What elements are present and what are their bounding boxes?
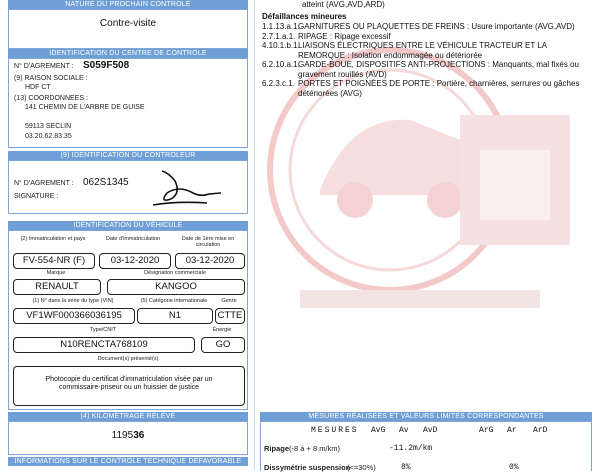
nature-box bbox=[8, 9, 248, 49]
centre-header: IDENTIFICATION DU CENTRE DE CONTROLE bbox=[8, 49, 248, 58]
defaillance-code: 1.1.13.a.1. bbox=[262, 22, 300, 31]
mesures-box bbox=[260, 421, 592, 471]
defaillance-item bbox=[262, 22, 592, 32]
km-header: (4) KILOMÉTRAGE RELEVÉ bbox=[8, 412, 248, 421]
ripage-limit: (-8 à + 8 m/km) bbox=[289, 444, 341, 453]
dissym-av: 8% bbox=[401, 463, 411, 472]
defaillance-text: GARDE-BOUE, DISPOSITIFS ANTI-PROJECTIONS : Manquants, mal fixés ou bbox=[298, 60, 579, 69]
dissym-limit: (<=30%) bbox=[347, 463, 376, 472]
vin-field: VF1WF000366036195 bbox=[13, 308, 135, 324]
signature-label: SIGNATURE : bbox=[14, 193, 59, 200]
col-ar: Ar bbox=[507, 426, 517, 435]
nature-value: Contre-visite bbox=[99, 18, 157, 29]
defaillance-item bbox=[262, 70, 592, 80]
address-line2: 59113 SECLIN bbox=[25, 123, 72, 130]
col-av: Av bbox=[399, 426, 409, 435]
centre-box bbox=[8, 58, 248, 148]
ripage-label: Ripage bbox=[264, 444, 290, 453]
docs-line2: commissaire-priseur ou un huissier de justice bbox=[58, 384, 200, 391]
defaillance-item bbox=[262, 51, 592, 61]
dissym-ar: 0% bbox=[509, 463, 519, 472]
categorie-field: N1 bbox=[137, 308, 213, 324]
docs-line1: Photocopie du certificat d'immatriculation visée par un bbox=[45, 376, 213, 383]
nature-header: NATURE DU PROCHAIN CONTROLE bbox=[8, 0, 248, 9]
date-circ-field: 03-12-2020 bbox=[175, 253, 245, 269]
defaillance-text: RIPAGE : Ripage excessif bbox=[298, 31, 391, 41]
defaillance-code: 6.2.3.c.1. bbox=[262, 79, 295, 88]
defaillance-text: LIAISONS ÉLECTRIQUES ENTRE LE VÉHICULE TRACTEUR ET LA bbox=[298, 41, 548, 50]
defaillance-top-line: atteint (AVG,AVD,ARD) bbox=[302, 0, 385, 9]
col-avd: AvD bbox=[423, 426, 438, 435]
phone-number: 03.20.62.83.35 bbox=[25, 133, 72, 140]
raison-value: HDF CT bbox=[25, 84, 51, 91]
immat-field: FV-554-NR (F) bbox=[13, 253, 95, 269]
mesures-header: MESURES RÉALISÉES ET VALEURS LIMITES CORRESPONDANTES bbox=[260, 412, 592, 421]
dissym-label: Dissymétrie suspension bbox=[264, 463, 351, 472]
col-avg: AvG bbox=[371, 426, 386, 435]
ripage-value: -11.2m/km bbox=[389, 444, 433, 453]
date-immat-label: Date d'immatriculation bbox=[105, 236, 161, 242]
controleur-header: (9) IDENTIFICATION DU CONTROLEUR bbox=[8, 151, 248, 160]
defaillance-text: gravement rouillés (AVD) bbox=[298, 69, 387, 79]
type-field: N10RENCTA768109 bbox=[13, 337, 195, 353]
date-circ-label: Date de 1ère mise en circulation bbox=[181, 236, 235, 248]
type-label: Type/CNIT bbox=[89, 327, 117, 333]
col-mesures: MESURES bbox=[311, 426, 359, 435]
defaillance-item bbox=[262, 32, 592, 42]
marque-field: RENAULT bbox=[13, 279, 101, 295]
defaillances-title: Défaillances mineures bbox=[262, 12, 347, 21]
centre-agrement-label: N° D'AGREMENT : bbox=[14, 63, 74, 70]
defaillance-text: REMORQUE : Isolation endommagée ou détériorée bbox=[298, 50, 483, 60]
address-line1: 141 CHEMIN DE L'ARBRE DE GUISE bbox=[25, 104, 145, 111]
vin-label: (1) N° dans la série du type (VIN) bbox=[32, 298, 114, 304]
docs-label: Document(s) présenté(s) bbox=[97, 356, 159, 362]
centre-agrement-value: S059F508 bbox=[83, 60, 130, 71]
infos-header: INFORMATIONS SUR LE CONTROLE TECHNIQUE DÉFAVORABLE bbox=[8, 457, 248, 466]
defaillance-item bbox=[262, 89, 592, 99]
designation-label: Désignation commerciale bbox=[144, 270, 206, 276]
genre-label: Genre bbox=[221, 298, 237, 304]
coord-label: (13) COORDONNEES : bbox=[14, 95, 88, 102]
raison-label: (9) RAISON SOCIALE : bbox=[14, 75, 88, 82]
defaillance-item bbox=[262, 60, 592, 70]
docs-field bbox=[13, 366, 245, 406]
marque-label: Marque bbox=[46, 270, 66, 276]
defaillance-text: détériorées (AVG) bbox=[298, 88, 362, 98]
signature-scribble bbox=[147, 163, 227, 209]
categorie-label: (5) Catégorie internationale bbox=[140, 298, 208, 304]
vehicule-header: IDENTIFICATION DU VÉHICULE bbox=[8, 221, 248, 230]
defaillance-item bbox=[262, 79, 592, 89]
genre-field: CTTE bbox=[215, 308, 245, 324]
defaillance-text: PORTES ET POIGNÉES DE PORTE : Portière, charnières, serrures ou gâches bbox=[298, 79, 580, 88]
km-value-main: 1195 bbox=[111, 430, 134, 441]
immat-label: (2) Immatriculation et pays bbox=[20, 236, 86, 242]
column-divider bbox=[254, 0, 255, 470]
designation-field: KANGOO bbox=[107, 279, 245, 295]
energie-label: Énergie bbox=[212, 327, 232, 333]
controleur-agrement-label: N° D'AGREMENT : bbox=[14, 180, 74, 187]
controleur-agrement-value: 062S1345 bbox=[83, 177, 129, 188]
defaillance-code: 6.2.10.a.1. bbox=[262, 60, 300, 69]
defaillance-code: 2.7.1.a.1. bbox=[262, 31, 296, 41]
col-arg: ArG bbox=[479, 426, 494, 435]
controleur-box bbox=[8, 160, 248, 214]
km-value-tail: 36 bbox=[133, 430, 145, 441]
col-ard: ArD bbox=[533, 426, 548, 435]
km-value bbox=[9, 430, 247, 441]
defaillance-item bbox=[262, 41, 592, 51]
vehicule-box bbox=[8, 230, 248, 410]
defaillance-code: 4.10.1.b.1. bbox=[262, 41, 300, 50]
km-box bbox=[8, 421, 248, 455]
defaillance-text: GARNITURES OU PLAQUETTES DE FREINS : Usure importante (AVG,AVD) bbox=[298, 22, 575, 31]
defaillances-list bbox=[262, 22, 592, 98]
date-immat-field: 03-12-2020 bbox=[99, 253, 171, 269]
energie-field: GO bbox=[201, 337, 245, 353]
